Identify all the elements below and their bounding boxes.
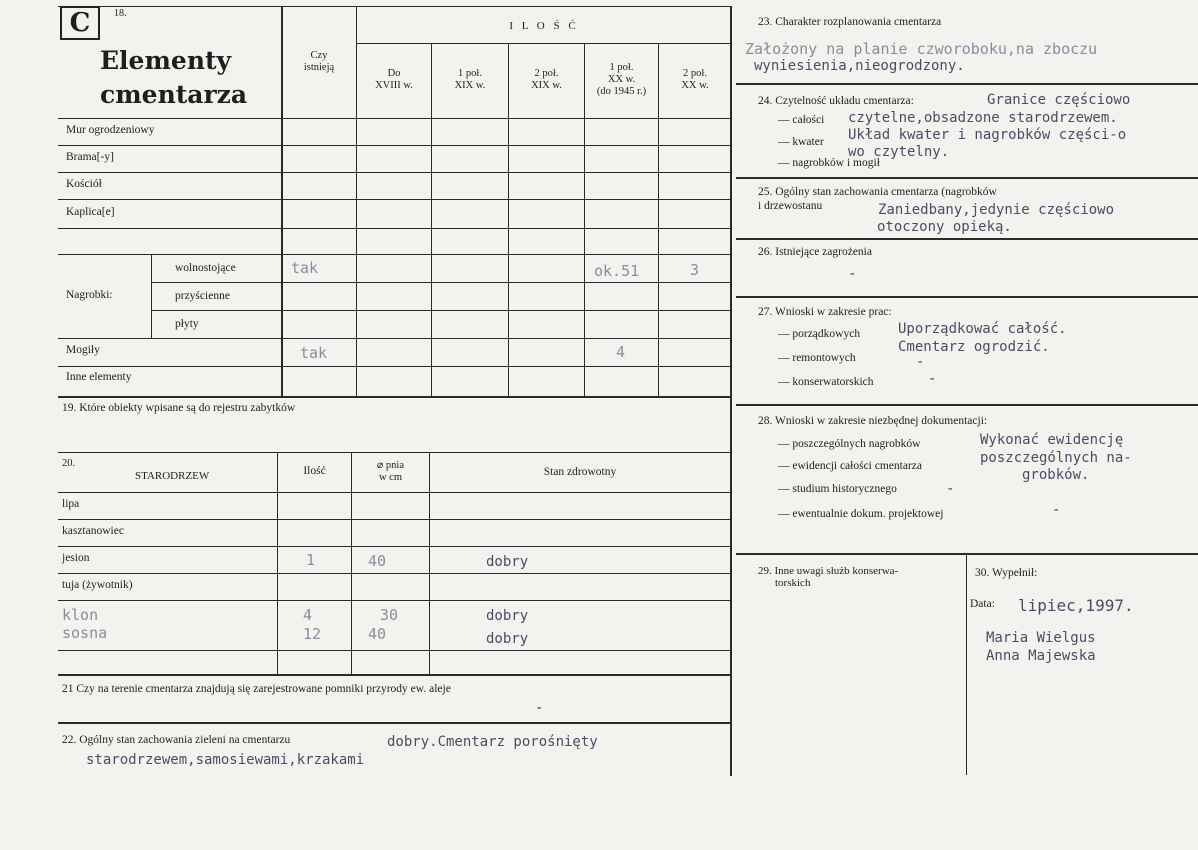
field-27-label: 27. Wnioski w zakresie prac: xyxy=(758,306,892,318)
field-25-value-1: Zaniedbany,jedynie częściowo xyxy=(878,202,1115,218)
row-line xyxy=(58,199,731,200)
field-28-item-a: — poszczególnych nagrobków xyxy=(778,438,921,450)
field-22-label: 22. Ogólny stan zachowania zieleni na cmentarzu xyxy=(62,734,291,746)
field-25-value-2: otoczony opieką. xyxy=(877,219,1012,235)
field-28-value-1: Wykonać ewidencję xyxy=(980,432,1124,448)
row-label-mogily: Mogiły xyxy=(66,344,100,356)
row-label-plyty: płyty xyxy=(175,318,199,330)
field-30-name-2: Anna Majewska xyxy=(986,648,1096,664)
row-line xyxy=(58,452,731,453)
field-24-value-1: Granice częściowo xyxy=(987,92,1131,108)
field-24-nagrobkow: — nagrobków i mogił xyxy=(778,157,880,169)
tree-qty: 1 xyxy=(306,551,316,569)
field-23-value-1: Założony na planie czworoboku,na zboczu xyxy=(745,40,1098,58)
field-27-konserwatorskich: — konserwatorskich xyxy=(778,376,874,388)
section-line xyxy=(736,83,1198,85)
section-line xyxy=(736,404,1198,406)
tree-state: dobry xyxy=(486,608,529,624)
col-stan-header: Stan zdrowotny xyxy=(543,466,617,478)
nagrobki-1polxx-value: ok.51 xyxy=(594,262,640,280)
field-24-value-4: wo czytelny. xyxy=(848,144,950,160)
field-26-value: - xyxy=(848,266,857,282)
nagrobki-2polxx-value: 3 xyxy=(690,261,700,279)
title-line2: cmentarza xyxy=(100,80,248,109)
ilosc-header: I L O Ś Ć xyxy=(509,20,579,32)
tree-state: dobry xyxy=(486,554,529,570)
field-28-label: 28. Wnioski w zakresie niezbędnej dokumentacji: xyxy=(758,415,988,427)
row-label-kosciol: Kościół xyxy=(66,178,102,190)
tree-diam: 40 xyxy=(368,625,387,643)
field-30-date: lipiec,1997. xyxy=(1018,596,1134,615)
field-24-label: 24. Czytelność układu cmentarza: xyxy=(758,95,914,107)
col-exists-header: Czy istnieją xyxy=(303,50,335,73)
row-line xyxy=(58,338,731,339)
period-header: Do XVIII w. xyxy=(375,68,413,91)
field-27-porzadkowych: — porządkowych xyxy=(778,328,861,340)
section-line xyxy=(58,674,731,676)
field-20-number: 20. xyxy=(62,458,76,469)
mogily-1polxx-value: 4 xyxy=(616,343,626,361)
field-30-name-1: Maria Wielgus xyxy=(986,630,1096,646)
field-27-value-3: - xyxy=(916,354,925,370)
field-24-kwater: — kwater xyxy=(778,136,824,148)
field-22-value-2: starodrzewem,samosiewami,krzakami xyxy=(86,752,365,768)
row-label-mur: Mur ogrodzeniowy xyxy=(66,124,155,136)
tree-qty: 4 xyxy=(303,606,313,624)
section-line xyxy=(58,396,731,398)
mogily-exists-value: tak xyxy=(300,344,328,362)
field-number: 18. xyxy=(114,8,127,19)
tree-diam: 40 xyxy=(368,552,387,570)
section-line xyxy=(736,553,1198,555)
row-line xyxy=(58,492,731,493)
field-27-value-4: - xyxy=(928,371,937,387)
section-line xyxy=(736,296,1198,298)
field-24-value-2: czytelne,obsadzone starodrzewem. xyxy=(848,110,1118,126)
col-divider xyxy=(351,452,352,674)
top-border xyxy=(58,6,732,7)
field-21-value: - xyxy=(535,700,544,716)
section-letter: C xyxy=(60,6,100,40)
field-24-value-3: Układ kwater i nagrobków części-o xyxy=(848,127,1127,143)
row-label-wolnostojace: wolnostojące xyxy=(175,262,236,274)
col-pnia-header: ⌀ pnia w cm xyxy=(376,460,405,483)
field-28-item-d: — ewentualnie dokum. projektowej xyxy=(778,508,944,520)
field-22-value-1: dobry.Cmentarz porośnięty xyxy=(387,734,598,750)
field-23-label: 23. Charakter rozplanowania cmentarza xyxy=(758,16,942,28)
row-line xyxy=(58,228,731,229)
col-divider xyxy=(508,43,509,398)
field-28-item-c: — studium historycznego xyxy=(778,483,897,495)
row-line xyxy=(58,600,731,601)
row-line xyxy=(58,254,731,255)
row-line xyxy=(58,546,731,547)
period-header: 1 poł. XIX w. xyxy=(454,68,486,91)
field-26-label: 26. Istniejące zagrożenia xyxy=(758,246,872,258)
row-line xyxy=(58,573,731,574)
section-line xyxy=(736,238,1198,240)
center-divider xyxy=(730,6,732,776)
title-line1: Elementy xyxy=(100,46,232,75)
field-28-item-b: — ewidencji całości cmentarza xyxy=(778,460,922,472)
field-21-label: 21 Czy na terenie cmentarza znajdują się zarejestrowane pomniki przyrody ew. aleje xyxy=(62,683,451,695)
col-divider xyxy=(356,6,357,398)
field-28-value-2: poszczególnych na- xyxy=(980,450,1132,466)
starodrzew-title: STARODRZEW xyxy=(135,470,210,482)
field-25-label-2: i drzewostanu xyxy=(758,200,823,212)
field-28-value-4: - xyxy=(946,481,955,497)
field-24-calosci: — całości xyxy=(778,114,825,126)
col-divider xyxy=(277,452,278,674)
row-label-brama: Brama[-y] xyxy=(66,151,114,163)
row-line xyxy=(58,172,731,173)
field-27-value-1: Uporządkować całość. xyxy=(898,321,1067,337)
row-label-kaplica: Kaplica[e] xyxy=(66,206,115,218)
row-line xyxy=(58,519,731,520)
row-label-inne: Inne elementy xyxy=(66,371,132,383)
tree-name: lipa xyxy=(62,498,80,510)
header-bottom xyxy=(58,118,731,119)
col-divider xyxy=(966,555,967,775)
row-line xyxy=(58,650,731,651)
ilosc-underline xyxy=(357,43,731,44)
row-line xyxy=(58,145,731,146)
col-divider xyxy=(429,452,430,674)
tree-name: tuja (żywotnik) xyxy=(62,579,133,591)
field-30-data-label: Data: xyxy=(970,598,995,610)
period-header: 2 poł. XX w. xyxy=(681,68,709,91)
field-27-remontowych: — remontowych xyxy=(778,352,856,364)
tree-name: jesion xyxy=(62,552,90,564)
field-29-label-1: 29. Inne uwagi służb konserwa- xyxy=(758,565,899,577)
tree-diam: 30 xyxy=(380,606,399,624)
tree-qty: 12 xyxy=(303,625,322,643)
tree-name-extra: klon xyxy=(62,606,99,624)
row-label-przyscienne: przyścienne xyxy=(175,290,230,302)
section-line xyxy=(736,177,1198,179)
period-header: 1 poł. XX w. (do 1945 r.) xyxy=(596,62,647,97)
row-line xyxy=(151,310,731,311)
row-line xyxy=(58,366,731,367)
nagrobki-exists-value: tak xyxy=(291,259,319,277)
field-25-label-1: 25. Ogólny stan zachowania cmentarza (nagrobków xyxy=(758,186,997,198)
col-divider xyxy=(431,43,432,398)
tree-name-extra: sosna xyxy=(62,624,108,642)
field-23-value-2: wyniesienia,nieogrodzony. xyxy=(754,58,965,74)
field-27-value-2: Cmentarz ogrodzić. xyxy=(898,339,1050,355)
col-divider xyxy=(658,43,659,398)
col-ilosc-header: Ilość xyxy=(303,465,326,477)
field-30-label: 30. Wypełnił: xyxy=(975,567,1038,579)
section-line xyxy=(58,722,731,724)
period-header: 2 poł. XIX w. xyxy=(531,68,562,91)
field-19-label: 19. Które obiekty wpisane są do rejestru zabytków xyxy=(62,402,296,414)
row-line xyxy=(151,282,731,283)
field-28-value-3: grobków. xyxy=(1022,467,1090,483)
nagrobki-divider xyxy=(151,254,152,338)
tree-name: kasztanowiec xyxy=(62,525,124,537)
field-28-value-5: - xyxy=(1052,502,1061,518)
field-29-label-2: torskich xyxy=(775,577,811,589)
tree-state: dobry xyxy=(486,631,529,647)
row-label-nagrobki: Nagrobki: xyxy=(66,289,113,301)
